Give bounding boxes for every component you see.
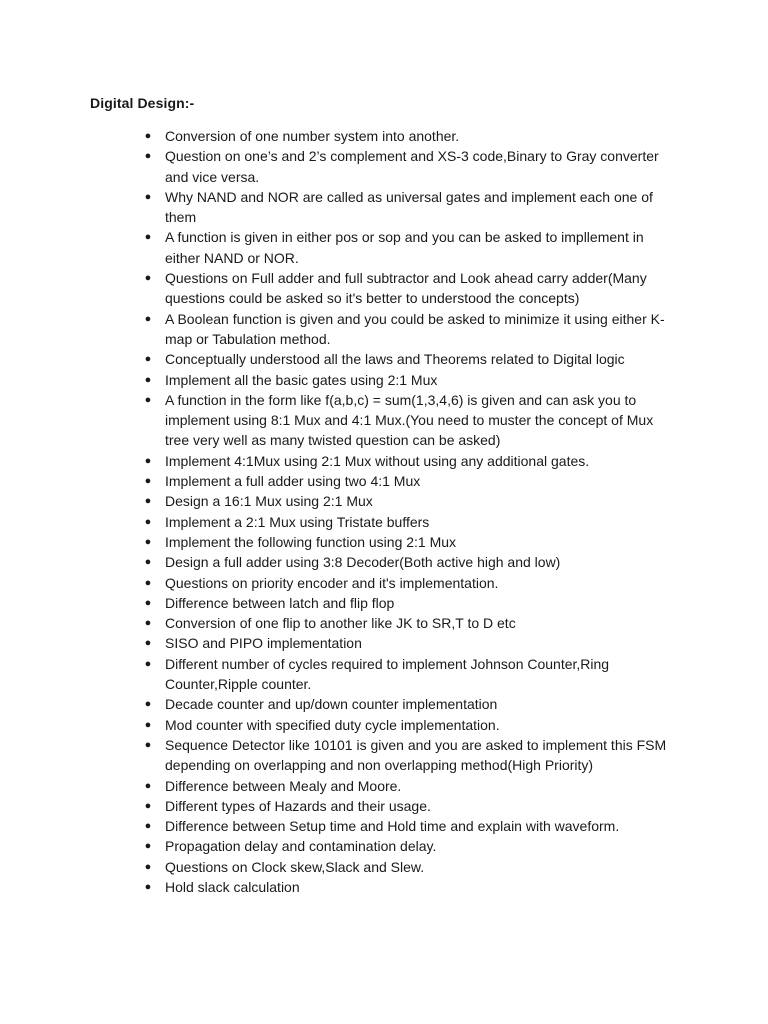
- list-item: [0, 715, 768, 735]
- bullet-icon: ●: [144, 454, 152, 467]
- list-item: [0, 370, 768, 390]
- list-item: [0, 654, 768, 695]
- topic-bullet-list: [0, 126, 768, 897]
- list-item-text: Difference between Setup time and Hold time and explain with waveform.: [165, 818, 620, 835]
- list-item: [0, 613, 768, 633]
- list-item: [0, 512, 768, 532]
- bullet-icon: ●: [144, 373, 152, 386]
- list-item-text: Questions on Clock skew,Slack and Slew.: [165, 858, 425, 875]
- bullet-icon: ●: [144, 779, 152, 792]
- bullet-icon: ●: [144, 657, 152, 670]
- list-item: [0, 694, 768, 714]
- bullet-icon: ●: [144, 860, 152, 873]
- list-item: [0, 451, 768, 471]
- list-item-text: Design a 16:1 Mux using 2:1 Mux: [165, 493, 373, 510]
- list-item: [0, 187, 768, 228]
- list-item-text: Mod counter with specified duty cycle implementation.: [165, 716, 500, 733]
- list-item: [0, 309, 768, 350]
- list-item-text: A Boolean function is given and you could be asked to minimize it using either K-map or Tabulation method.: [165, 310, 665, 347]
- list-item: [0, 227, 768, 268]
- bullet-icon: ●: [144, 799, 152, 812]
- list-item: [0, 491, 768, 511]
- list-item: [0, 836, 768, 856]
- list-item-text: A function is given in either pos or sop and you can be asked to impllement in either NAND or NOR.: [165, 229, 644, 266]
- list-item-text: Hold slack calculation: [165, 878, 300, 895]
- bullet-icon: ●: [144, 535, 152, 548]
- bullet-icon: ●: [144, 130, 152, 142]
- list-item: [0, 796, 768, 816]
- bullet-icon: ●: [144, 515, 152, 528]
- bullet-icon: ●: [144, 556, 152, 569]
- list-item-text: Why NAND and NOR are called as universal gates and implement each one of them: [165, 188, 653, 226]
- list-item: [0, 349, 768, 369]
- list-item: [0, 593, 768, 613]
- list-item-text: Conversion of one number system into another.: [165, 128, 460, 144]
- bullet-icon: ●: [144, 840, 152, 853]
- list-item-text: Propagation delay and contamination delay.: [165, 838, 437, 855]
- list-item-text: Questions on priority encoder and it's implementation.: [165, 574, 499, 591]
- list-item-text: Question on one’s and 2’s complement and XS-3 code,Binary to Gray converter and vice versa.: [165, 148, 659, 185]
- list-item: [0, 877, 768, 897]
- list-item-text: Different number of cycles required to implement Johnson Counter,Ring Counter,Ripple counter.: [165, 655, 610, 693]
- list-item-text: Implement a full adder using two 4:1 Mux: [165, 473, 421, 490]
- list-item: [0, 857, 768, 877]
- bullet-icon: ●: [144, 738, 152, 751]
- list-item-text: Questions on Full adder and full subtractor and Look ahead carry adder(Many questions could be asked so it's better to understood the concepts): [165, 270, 647, 307]
- bullet-icon: ●: [144, 880, 152, 893]
- bullet-icon: ●: [144, 718, 152, 731]
- list-item: [0, 816, 768, 836]
- bullet-icon: ●: [144, 150, 152, 163]
- list-item: [0, 735, 768, 776]
- list-item-text: SISO and PIPO implementation: [165, 635, 362, 652]
- list-item-text: Decade counter and up/down counter implementation: [165, 696, 498, 713]
- list-item-text: Implement 4:1Mux using 2:1 Mux without using any additional gates.: [165, 452, 590, 469]
- list-item-text: Design a full adder using 3:8 Decoder(Both active high and low): [165, 554, 561, 571]
- bullet-icon: ●: [144, 475, 152, 488]
- list-item-text: Difference between Mealy and Moore.: [165, 777, 402, 794]
- list-item: [0, 776, 768, 796]
- list-item-text: Implement all the basic gates using 2:1 Mux: [165, 371, 438, 388]
- bullet-icon: ●: [144, 637, 152, 650]
- list-item: [0, 268, 768, 309]
- bullet-icon: ●: [144, 393, 152, 406]
- bullet-icon: ●: [144, 272, 152, 285]
- list-item-text: Different types of Hazards and their usage.: [165, 797, 431, 814]
- bullet-icon: ●: [144, 231, 152, 244]
- list-item: [0, 552, 768, 572]
- list-item-text: Conceptually understood all the laws and Theorems related to Digital logic: [165, 351, 625, 368]
- bullet-icon: ●: [144, 353, 152, 366]
- list-item: [0, 573, 768, 593]
- bullet-icon: ●: [144, 820, 152, 833]
- list-item-text: Difference between latch and flip flop: [165, 594, 395, 611]
- section-heading: Digital Design:-: [90, 95, 195, 111]
- bullet-icon: ●: [144, 596, 152, 609]
- bullet-icon: ●: [144, 312, 152, 325]
- bullet-icon: ●: [144, 495, 152, 508]
- list-item-text: Conversion of one flip to another like JK to SR,T to D etc: [165, 615, 516, 632]
- list-item: [0, 390, 768, 451]
- bullet-icon: ●: [144, 576, 152, 589]
- list-item: [0, 532, 768, 552]
- list-item-text: Implement the following function using 2:1 Mux: [165, 533, 457, 550]
- bullet-icon: ●: [144, 190, 152, 203]
- list-item: [0, 146, 768, 187]
- list-item-text: Sequence Detector like 10101 is given and you are asked to implement this FSM depending on overlapping and non overlapping method(High Priority): [165, 736, 667, 774]
- bullet-icon: ●: [144, 698, 152, 711]
- list-item: [0, 126, 768, 146]
- bullet-icon: ●: [144, 617, 152, 630]
- list-item-text: A function in the form like f(a,b,c) = sum(1,3,4,6) is given and can ask you to implement using 8:1 Mux and 4:1 Mux.(You need to muster the concept of Mux tree very well as many twisted question can be asked): [165, 391, 654, 449]
- list-item-text: Implement a 2:1 Mux using Tristate buffers: [165, 513, 430, 530]
- list-item: [0, 471, 768, 491]
- list-item: [0, 633, 768, 653]
